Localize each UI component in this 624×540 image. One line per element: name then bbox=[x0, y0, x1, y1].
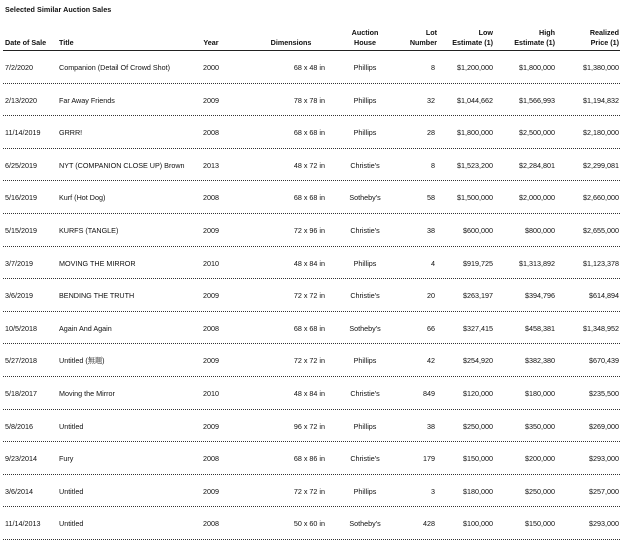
cell-dimensions: 72 x 72 in bbox=[293, 291, 325, 301]
cell-auction-house: Christie's bbox=[350, 291, 380, 301]
cell-date: 3/7/2019 bbox=[5, 258, 33, 268]
cell-lot-number: 3 bbox=[431, 486, 435, 496]
cell-lot-number: 66 bbox=[427, 323, 435, 333]
cell-lot-number: 8 bbox=[431, 160, 435, 170]
table-row bbox=[3, 312, 620, 345]
cell-title: Untitled bbox=[59, 421, 84, 431]
cell-realized-price: $1,380,000 bbox=[583, 63, 619, 72]
cell-low-estimate: $254,920 bbox=[463, 356, 493, 366]
cell-dimensions: 72 x 96 in bbox=[293, 225, 325, 235]
cell-date: 5/16/2019 bbox=[5, 193, 37, 203]
header-auction-house: Auction House bbox=[351, 28, 379, 47]
header-realized-price: Realized Price (1) bbox=[589, 28, 619, 47]
cell-title: Again And Again bbox=[59, 323, 112, 333]
cell-high-estimate: $200,000 bbox=[525, 454, 555, 464]
cell-high-estimate: $2,500,000 bbox=[519, 128, 555, 138]
cell-auction-house: Phillips bbox=[353, 421, 377, 431]
table-row bbox=[3, 51, 620, 84]
cell-year: 2009 bbox=[203, 356, 219, 366]
cell-dimensions: 72 x 72 in bbox=[293, 356, 325, 366]
cell-realized-price: $235,500 bbox=[589, 388, 619, 398]
cell-auction-house: Phillips bbox=[353, 128, 377, 138]
cell-low-estimate: $100,000 bbox=[463, 519, 493, 529]
cell-lot-number: 58 bbox=[427, 193, 435, 203]
cell-low-estimate: $120,000 bbox=[463, 388, 493, 398]
cell-dimensions: 72 x 72 in bbox=[293, 486, 325, 496]
cell-auction-house: Phillips bbox=[353, 258, 377, 268]
table-row bbox=[3, 149, 620, 182]
cell-high-estimate: $2,000,000 bbox=[519, 193, 555, 203]
cell-title: NYT (COMPANION CLOSE UP) Brown bbox=[59, 160, 185, 170]
cell-date: 2/13/2020 bbox=[5, 95, 37, 105]
cell-year: 2009 bbox=[203, 421, 219, 431]
cell-auction-house: Sotheby's bbox=[349, 323, 381, 333]
cell-low-estimate: $150,000 bbox=[463, 454, 493, 464]
cell-dimensions: 96 x 72 in bbox=[293, 421, 325, 431]
cell-lot-number: 38 bbox=[427, 225, 435, 235]
cell-lot-number: 428 bbox=[423, 519, 435, 529]
cell-year: 2010 bbox=[203, 258, 219, 268]
cell-low-estimate: $1,800,000 bbox=[457, 128, 493, 138]
cell-year: 2010 bbox=[203, 388, 219, 398]
cell-low-estimate: $1,500,000 bbox=[457, 193, 493, 203]
cell-date: 10/5/2018 bbox=[5, 323, 37, 333]
cell-auction-house: Phillips bbox=[353, 95, 377, 105]
page-title: Selected Similar Auction Sales bbox=[5, 5, 112, 14]
cell-realized-price: $2,655,000 bbox=[583, 225, 619, 235]
cell-auction-house: Phillips bbox=[353, 63, 377, 72]
cell-title: KURFS (TANGLE) bbox=[59, 225, 119, 235]
cell-auction-house: Christie's bbox=[350, 388, 380, 398]
cell-high-estimate: $1,800,000 bbox=[519, 63, 555, 72]
cell-lot-number: 32 bbox=[427, 95, 435, 105]
cell-dimensions: 68 x 68 in bbox=[293, 128, 325, 138]
cell-low-estimate: $919,725 bbox=[463, 258, 493, 268]
cell-date: 6/25/2019 bbox=[5, 160, 37, 170]
cell-date: 11/14/2013 bbox=[5, 519, 41, 529]
cell-low-estimate: $327,415 bbox=[463, 323, 493, 333]
cell-high-estimate: $2,284,801 bbox=[519, 160, 555, 170]
cell-lot-number: 42 bbox=[427, 356, 435, 366]
cell-low-estimate: $1,523,200 bbox=[457, 160, 493, 170]
cell-high-estimate: $394,796 bbox=[525, 291, 555, 301]
cell-low-estimate: $1,044,662 bbox=[457, 95, 493, 105]
cell-date: 11/14/2019 bbox=[5, 128, 41, 138]
cell-year: 2008 bbox=[203, 128, 219, 138]
cell-year: 2013 bbox=[203, 160, 219, 170]
cell-title: BENDING THE TRUTH bbox=[59, 291, 135, 301]
table-header bbox=[3, 24, 620, 51]
cell-dimensions: 68 x 48 in bbox=[293, 63, 325, 72]
cell-lot-number: 8 bbox=[431, 63, 435, 72]
cell-realized-price: $269,000 bbox=[589, 421, 619, 431]
cell-realized-price: $293,000 bbox=[589, 454, 619, 464]
cell-date: 5/8/2016 bbox=[5, 421, 33, 431]
cell-year: 2000 bbox=[203, 63, 219, 72]
cell-lot-number: 20 bbox=[427, 291, 435, 301]
table-row bbox=[3, 377, 620, 410]
cell-high-estimate: $150,000 bbox=[525, 519, 555, 529]
cell-high-estimate: $350,000 bbox=[525, 421, 555, 431]
cell-realized-price: $670,439 bbox=[589, 356, 619, 366]
cell-year: 2008 bbox=[203, 519, 219, 529]
header-low-estimate: Low Estimate (1) bbox=[452, 28, 493, 47]
table-row bbox=[3, 279, 620, 312]
cell-high-estimate: $1,313,892 bbox=[519, 258, 555, 268]
cell-high-estimate: $180,000 bbox=[525, 388, 555, 398]
cell-high-estimate: $800,000 bbox=[525, 225, 555, 235]
cell-auction-house: Christie's bbox=[350, 225, 380, 235]
cell-title: Untitled bbox=[59, 519, 84, 529]
cell-year: 2009 bbox=[203, 291, 219, 301]
cell-title: Fury bbox=[59, 454, 74, 464]
cell-low-estimate: $180,000 bbox=[463, 486, 493, 496]
cell-dimensions: 78 x 78 in bbox=[293, 95, 325, 105]
header-title: Title bbox=[59, 38, 74, 47]
cell-auction-house: Christie's bbox=[350, 160, 380, 170]
cell-year: 2008 bbox=[203, 454, 219, 464]
cell-realized-price: $2,299,081 bbox=[583, 160, 619, 170]
cell-dimensions: 68 x 68 in bbox=[293, 323, 325, 333]
cell-high-estimate: $250,000 bbox=[525, 486, 555, 496]
cell-realized-price: $614,894 bbox=[589, 291, 619, 301]
cell-realized-price: $1,348,952 bbox=[583, 323, 619, 333]
cell-dimensions: 48 x 84 in bbox=[293, 258, 325, 268]
cell-year: 2008 bbox=[203, 323, 219, 333]
cell-realized-price: $1,123,378 bbox=[583, 258, 619, 268]
cell-lot-number: 849 bbox=[423, 388, 435, 398]
header-high-estimate: High Estimate (1) bbox=[514, 28, 555, 47]
cell-auction-house: Christie's bbox=[350, 454, 380, 464]
cell-dimensions: 48 x 72 in bbox=[293, 160, 325, 170]
cell-date: 5/18/2017 bbox=[5, 388, 37, 398]
cell-title: Moving the Mirror bbox=[59, 388, 115, 398]
cell-dimensions: 68 x 86 in bbox=[293, 454, 325, 464]
cell-lot-number: 28 bbox=[427, 128, 435, 138]
cell-lot-number: 4 bbox=[431, 258, 435, 268]
cell-auction-house: Phillips bbox=[353, 486, 377, 496]
table-row bbox=[3, 247, 620, 280]
cell-year: 2009 bbox=[203, 95, 219, 105]
sales-table-body bbox=[3, 51, 620, 540]
table-row bbox=[3, 214, 620, 247]
table-row bbox=[3, 116, 620, 149]
cell-year: 2008 bbox=[203, 193, 219, 203]
cell-auction-house: Phillips bbox=[353, 356, 377, 366]
cell-auction-house: Sotheby's bbox=[349, 193, 381, 203]
cell-title: GRRR! bbox=[59, 128, 83, 138]
cell-title: Far Away Friends bbox=[59, 95, 115, 105]
header-year: Year bbox=[203, 38, 219, 47]
cell-date: 5/27/2018 bbox=[5, 356, 37, 366]
cell-title: Companion (Detail Of Crowd Shot) bbox=[59, 63, 171, 72]
cell-dimensions: 68 x 68 in bbox=[293, 193, 325, 203]
cell-date: 3/6/2014 bbox=[5, 486, 33, 496]
cell-dimensions: 48 x 84 in bbox=[293, 388, 325, 398]
header-date: Date of Sale bbox=[5, 38, 47, 47]
cell-realized-price: $293,000 bbox=[589, 519, 619, 529]
table-row bbox=[3, 507, 620, 540]
cell-year: 2009 bbox=[203, 486, 219, 496]
cell-low-estimate: $600,000 bbox=[463, 225, 493, 235]
cell-high-estimate: $458,381 bbox=[525, 323, 555, 333]
header-dimensions: Dimensions bbox=[270, 38, 312, 47]
cell-realized-price: $2,660,000 bbox=[583, 193, 619, 203]
cell-realized-price: $2,180,000 bbox=[583, 128, 619, 138]
cell-date: 9/23/2014 bbox=[5, 454, 37, 464]
cell-date: 7/2/2020 bbox=[5, 63, 33, 72]
table-row bbox=[3, 442, 620, 475]
cell-realized-price: $257,000 bbox=[589, 486, 619, 496]
cell-date: 5/15/2019 bbox=[5, 225, 37, 235]
table-row bbox=[3, 475, 620, 508]
cell-low-estimate: $1,200,000 bbox=[457, 63, 493, 72]
cell-title: Untitled (無題) bbox=[59, 356, 105, 366]
cell-high-estimate: $382,380 bbox=[525, 356, 555, 366]
cell-title: MOVING THE MIRROR bbox=[59, 258, 136, 268]
cell-lot-number: 38 bbox=[427, 421, 435, 431]
table-row bbox=[3, 410, 620, 443]
cell-dimensions: 50 x 60 in bbox=[293, 519, 325, 529]
cell-auction-house: Sotheby's bbox=[349, 519, 381, 529]
header-lot-number: Lot Number bbox=[409, 28, 437, 47]
cell-lot-number: 179 bbox=[423, 454, 435, 464]
cell-title: Kurf (Hot Dog) bbox=[59, 193, 106, 203]
cell-year: 2009 bbox=[203, 225, 219, 235]
cell-title: Untitled bbox=[59, 486, 84, 496]
cell-date: 3/6/2019 bbox=[5, 291, 33, 301]
cell-low-estimate: $263,197 bbox=[463, 291, 493, 301]
cell-low-estimate: $250,000 bbox=[463, 421, 493, 431]
table-row bbox=[3, 344, 620, 377]
table-row bbox=[3, 181, 620, 214]
cell-realized-price: $1,194,832 bbox=[583, 95, 619, 105]
cell-high-estimate: $1,566,993 bbox=[519, 95, 555, 105]
table-row bbox=[3, 84, 620, 117]
